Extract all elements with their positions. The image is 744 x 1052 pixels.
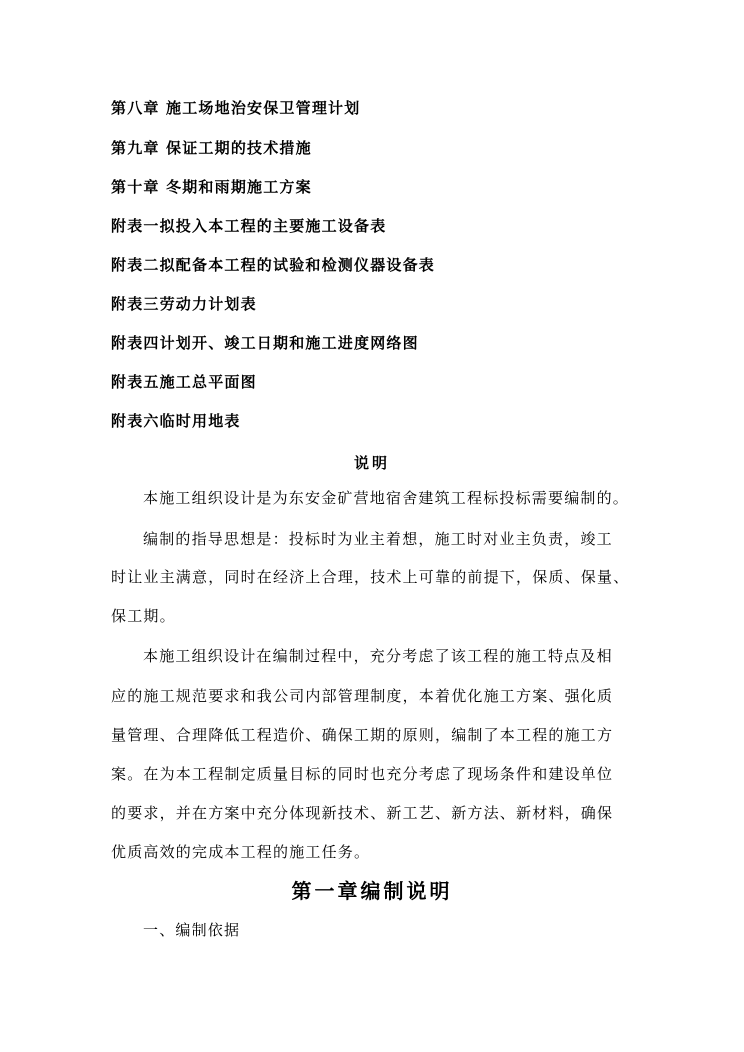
explanation-title: 说明 [353,454,390,472]
toc-item-appendix5: 附表五施工总平面图 [111,373,257,391]
toc-item-appendix1: 附表一拟投入本工程的主要施工设备表 [111,217,387,235]
paragraph-line: 优质高效的完成本工程的施工任务。 [111,843,371,861]
toc-item-chapter8: 第八章 施工场地治安保卫管理计划 [111,99,361,117]
toc-item-chapter9: 第九章 保证工期的技术措施 [111,139,312,157]
toc-item-chapter10: 第十章 冬期和雨期施工方案 [111,178,312,196]
toc-item-appendix3: 附表三劳动力计划表 [111,295,257,313]
paragraph-line: 本施工组织设计在编制过程中，充分考虑了该工程的施工特点及相 [143,647,613,665]
paragraph-line: 时让业主满意，同时在经济上合理，技术上可靠的前提下，保质、保量、 [111,568,630,586]
paragraph-line: 案。在为本工程制定质量目标的同时也充分考虑了现场条件和建设单位 [111,765,614,783]
paragraph-line: 本施工组织设计是为东安金矿营地宿舍建筑工程标投标需要编制的。 [143,489,630,507]
paragraph-line: 应的施工规范要求和我公司内部管理制度，本着优化施工方案、强化质 [111,687,614,705]
toc-item-appendix4: 附表四计划开、竣工日期和施工进度网络图 [111,334,419,352]
paragraph-line: 编制的指导思想是：投标时为业主着想，施工时对业主负责，竣工 [143,530,613,548]
section-heading: 一、编制依据 [143,921,241,939]
toc-item-appendix2: 附表二拟配备本工程的试验和检测仪器设备表 [111,256,436,274]
chapter-title: 第一章编制说明 [291,879,453,903]
paragraph-line: 的要求，并在方案中充分体现新技术、新工艺、新方法、新材料，确保 [111,804,614,822]
paragraph-line: 量管理、合理降低工程造价、确保工期的原则，编制了本工程的施工方 [111,726,614,744]
paragraph-line: 保工期。 [111,607,176,625]
toc-item-appendix6: 附表六临时用地表 [111,412,241,430]
